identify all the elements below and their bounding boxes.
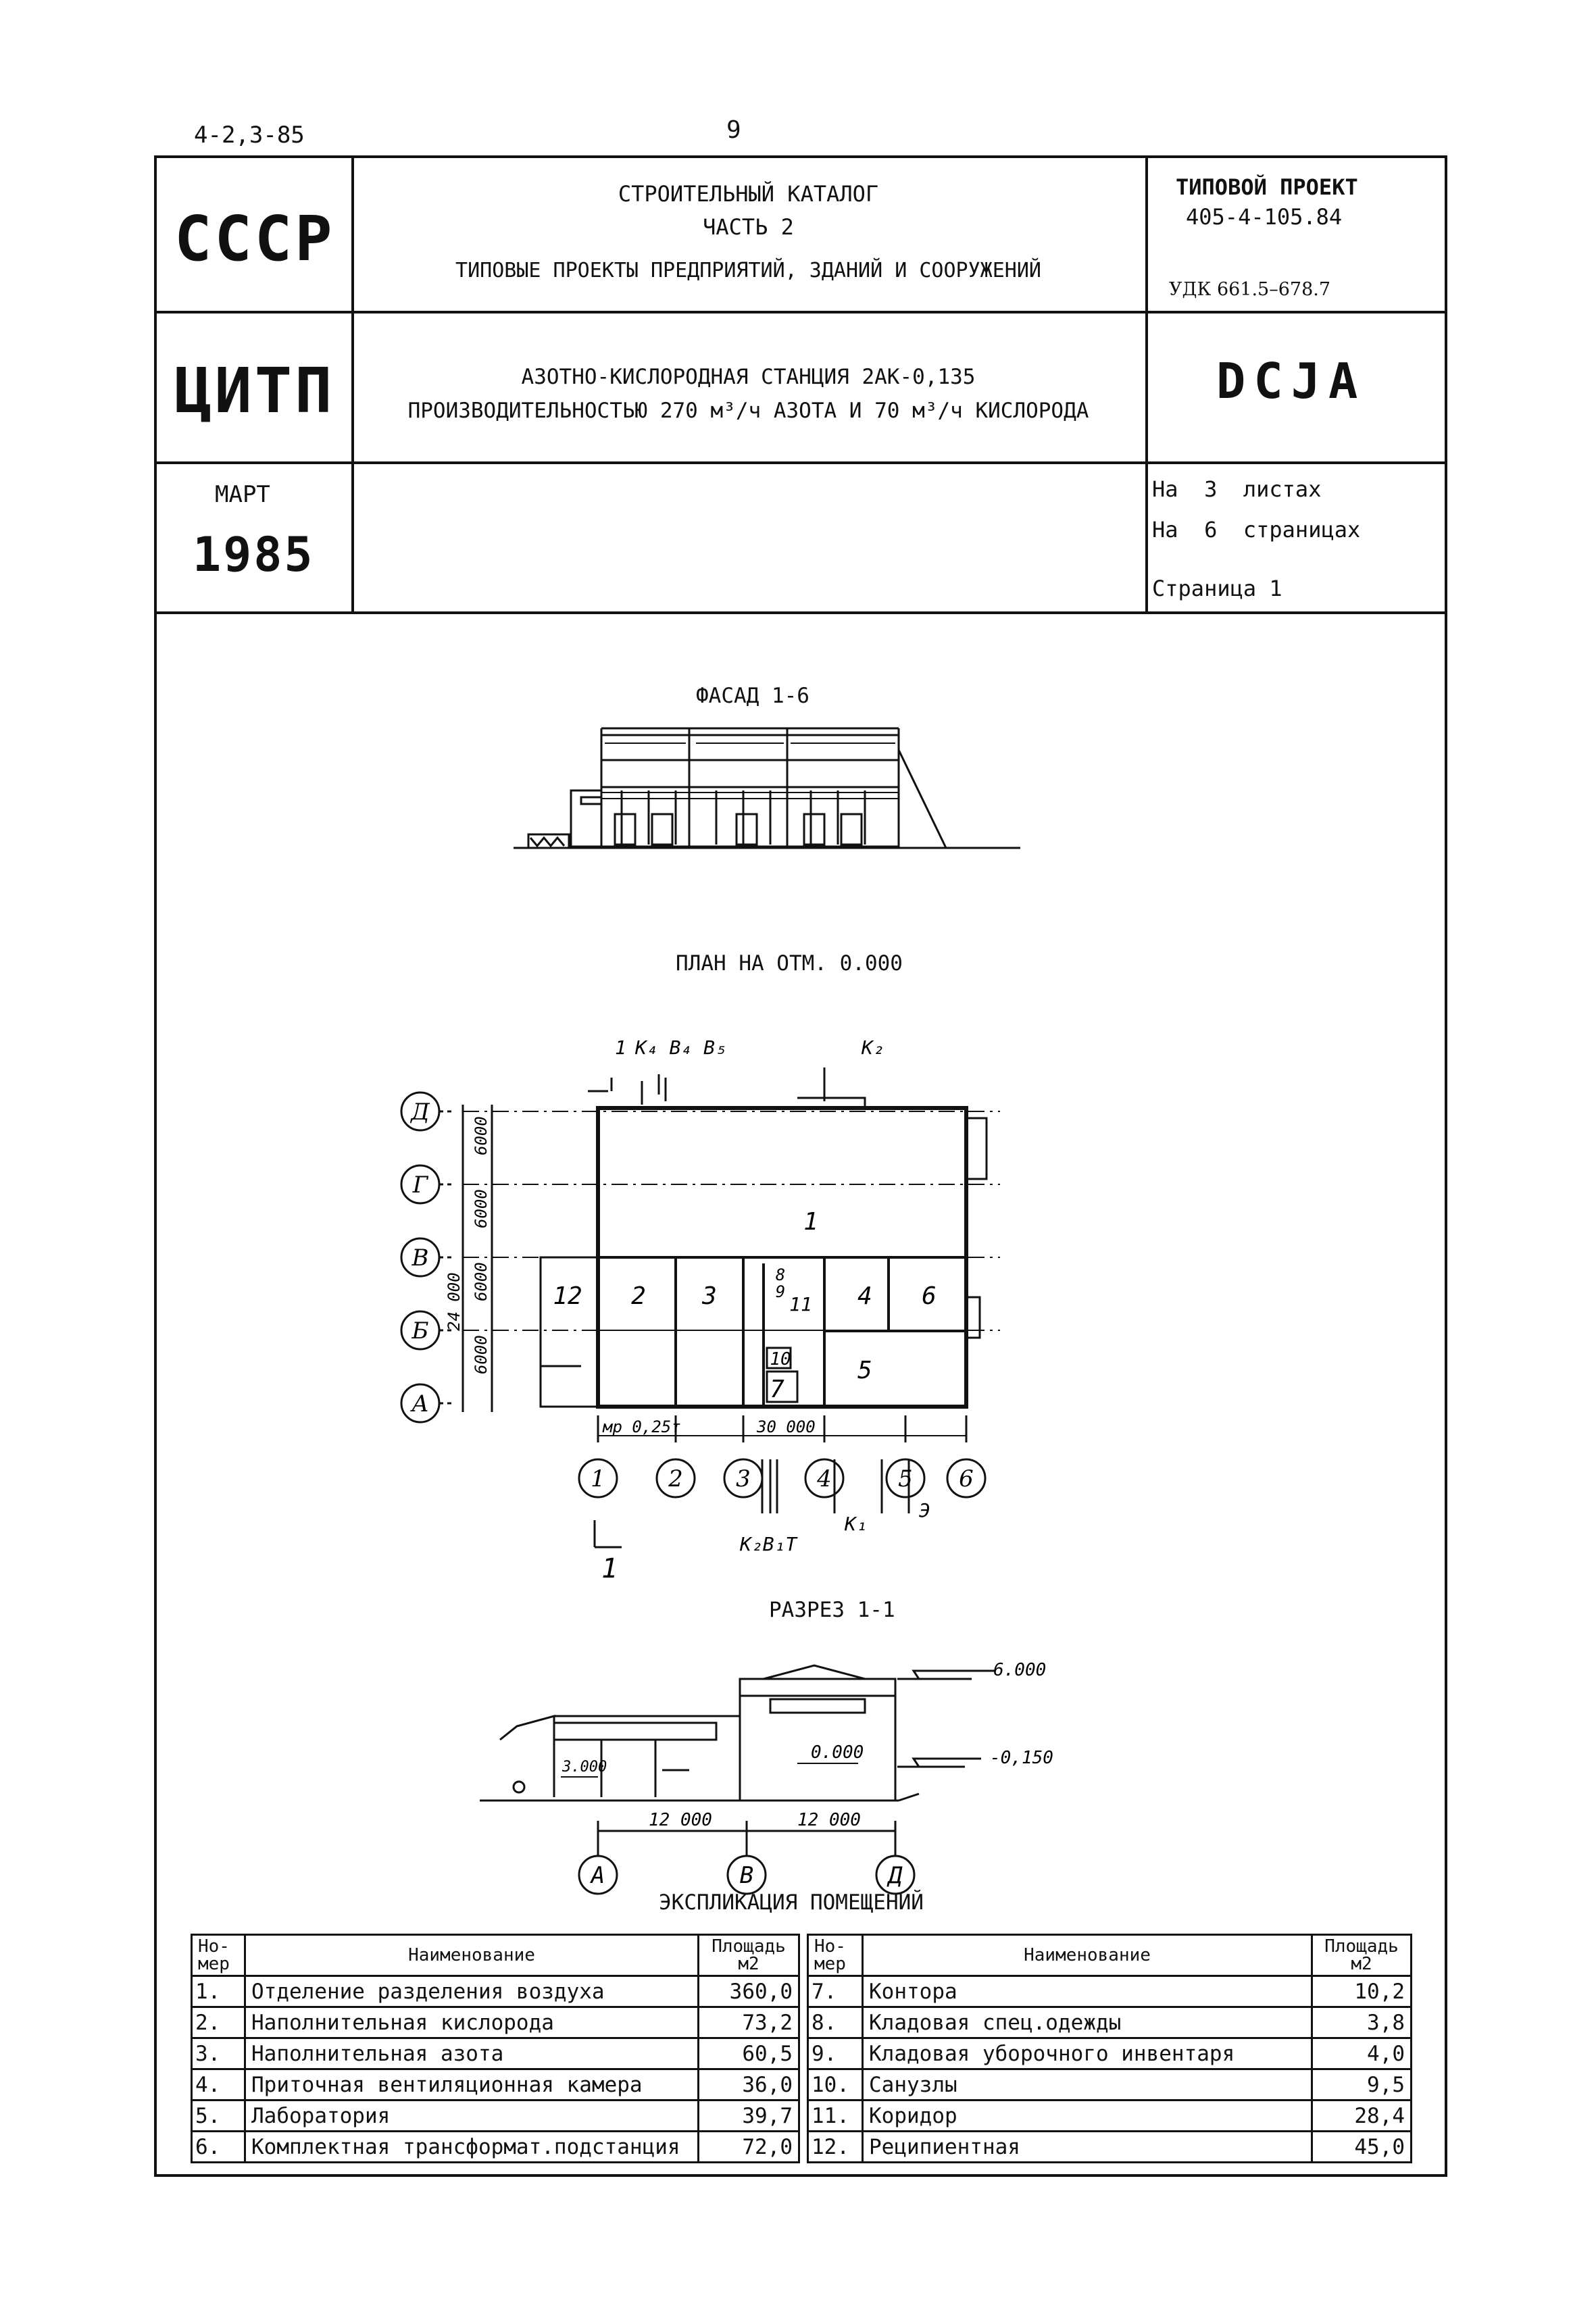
table-row — [192, 1976, 1412, 2007]
expl-num: 9. — [808, 2038, 863, 2069]
expl-name: Наполнительная кислорода — [245, 2007, 699, 2038]
expl-name: Приточная вентиляционная камера — [245, 2069, 699, 2101]
expl-name: Реципиентная — [863, 2132, 1312, 2163]
expl-header-area-left: Площадь м2 — [699, 1935, 799, 1976]
expl-name: Коридор — [863, 2101, 1312, 2132]
expl-area: 9,5 — [1312, 2069, 1412, 2101]
table-row — [192, 2007, 1412, 2038]
expl-area: 28,4 — [1312, 2101, 1412, 2132]
plan-dim-row-2: 6000 — [472, 1189, 491, 1228]
section-elev-floor: 0.000 — [811, 1742, 864, 1763]
plan-room-3: 3 — [702, 1282, 717, 1310]
plan-row-axis-b: Б — [412, 1317, 429, 1344]
section-axis-d: Д — [888, 1862, 903, 1889]
expl-area: 4,0 — [1312, 2038, 1412, 2069]
expl-area: 3,8 — [1312, 2007, 1412, 2038]
expl-name: Кладовая уборочного инвентаря — [863, 2038, 1312, 2069]
plan-utility-top-right: К₂ — [862, 1036, 884, 1059]
plan-col-axis-4: 4 — [817, 1465, 832, 1492]
doc-code: 4-2,3-85 — [194, 122, 305, 149]
expl-header-name-left: Наименование — [245, 1935, 699, 1976]
expl-num: 5. — [192, 2101, 245, 2132]
expl-num: 4. — [192, 2069, 245, 2101]
expl-area: 39,7 — [699, 2101, 799, 2132]
section-elev-top: 6.000 — [993, 1660, 1047, 1680]
expl-header-name-right: Наименование — [863, 1935, 1312, 1976]
header-col-divider-2 — [1145, 155, 1148, 613]
expl-num: 6. — [192, 2132, 245, 2163]
expl-header-area-right: Площадь м2 — [1312, 1935, 1412, 1976]
pages-count: На 6 страницах — [1152, 517, 1361, 543]
expl-area: 10,2 — [1312, 1976, 1412, 2007]
plan-utility-top-left: К₄ В₄ В₅ — [635, 1036, 726, 1059]
plan-title: ПЛАН НА ОТМ. 0.000 — [676, 951, 903, 976]
table-row — [192, 2038, 1412, 2069]
issue-year: 1985 — [193, 527, 315, 582]
plan-row-axis-g: Г — [412, 1172, 428, 1199]
expl-name: Наполнительная азота — [245, 2038, 699, 2069]
project-title-line-2: ПРОИЗВОДИТЕЛЬНОСТЬЮ 270 м³/ч АЗОТА И 70 м³/ч КИСЛОРОДА — [407, 399, 1089, 423]
expl-num: 11. — [808, 2101, 863, 2132]
plan-mr-note: мр 0,25т — [603, 1417, 681, 1436]
plan-room-4: 4 — [857, 1282, 872, 1310]
project-label: ТИПОВОЙ ПРОЕКТ — [1176, 174, 1358, 200]
plan-drawing — [392, 1013, 1068, 1601]
plan-row-axis-d: Д — [411, 1099, 430, 1126]
catalog-code: DCJA — [1216, 353, 1366, 409]
plan-room-7: 7 — [770, 1376, 784, 1403]
plan-room-6: 6 — [922, 1282, 937, 1310]
explication-table — [191, 1934, 1412, 2163]
plan-room-12: 12 — [553, 1282, 582, 1310]
expl-area: 72,0 — [699, 2132, 799, 2163]
udk-code: УДК 661.5–678.7 — [1169, 279, 1331, 300]
explication-title: ЭКСПЛИКАЦИЯ ПОМЕЩЕНИЙ — [659, 1890, 924, 1915]
header-divider-1 — [154, 311, 1447, 313]
expl-area: 60,5 — [699, 2038, 799, 2069]
expl-name: Санузлы — [863, 2069, 1312, 2101]
org-ussr: СССР — [174, 203, 335, 275]
expl-header-num-right: Но- мер — [808, 1935, 863, 1976]
plan-room-10: 10 — [770, 1349, 791, 1369]
table-row — [192, 2069, 1412, 2101]
plan-utility-bottom-k1: К₁ — [845, 1513, 868, 1535]
expl-num: 3. — [192, 2038, 245, 2069]
plan-dim-row-1: 6000 — [472, 1116, 491, 1155]
section-elev-canopy: 3.000 — [562, 1759, 607, 1776]
plan-section-mark-bottom: 1 — [601, 1553, 618, 1584]
facade-title: ФАСАД 1-6 — [696, 684, 809, 708]
plan-dim-total-vertical: 24 000 — [445, 1272, 464, 1331]
expl-name: Отделение разделения воздуха — [245, 1976, 699, 2007]
expl-num: 7. — [808, 1976, 863, 2007]
section-axis-a: А — [591, 1862, 605, 1889]
page-number: 9 — [726, 116, 741, 144]
table-row — [192, 2101, 1412, 2132]
plan-room-9: 9 — [775, 1282, 786, 1301]
section-axis-v: В — [739, 1862, 754, 1889]
plan-col-axis-3: 3 — [736, 1465, 751, 1492]
expl-area: 73,2 — [699, 2007, 799, 2038]
catalog-line-3: ТИПОВЫЕ ПРОЕКТЫ ПРЕДПРИЯТИЙ, ЗДАНИЙ И СООРУЖЕНИЙ — [455, 259, 1041, 282]
plan-room-1: 1 — [803, 1208, 818, 1236]
section-title: РАЗРЕЗ 1-1 — [769, 1598, 895, 1622]
expl-name: Контора — [863, 1976, 1312, 2007]
expl-name: Комплектная трансформат.подстанция — [245, 2132, 699, 2163]
plan-utility-bottom-e: Э — [919, 1499, 930, 1521]
plan-dim-row-4: 6000 — [472, 1335, 491, 1374]
expl-name: Кладовая спец.одежды — [863, 2007, 1312, 2038]
issue-month: МАРТ — [215, 481, 270, 508]
expl-num: 2. — [192, 2007, 245, 2038]
expl-area: 45,0 — [1312, 2132, 1412, 2163]
expl-num: 12. — [808, 2132, 863, 2163]
sheets-count: На 3 листах — [1152, 476, 1322, 502]
plan-row-axis-v: В — [412, 1244, 429, 1272]
expl-num: 10. — [808, 2069, 863, 2101]
table-row — [192, 2132, 1412, 2163]
expl-area: 360,0 — [699, 1976, 799, 2007]
plan-col-axis-1: 1 — [591, 1465, 605, 1492]
project-title-line-1: АЗОТНО-КИСЛОРОДНАЯ СТАНЦИЯ 2АК-0,135 — [521, 365, 976, 389]
expl-num: 1. — [192, 1976, 245, 2007]
expl-header-num-left: Но- мер — [192, 1935, 245, 1976]
section-dim-left: 12 000 — [649, 1810, 712, 1830]
section-elev-ground: -0,150 — [990, 1748, 1053, 1768]
plan-col-axis-5: 5 — [898, 1465, 913, 1492]
plan-dim-row-3: 6000 — [472, 1262, 491, 1301]
header-divider-2 — [154, 461, 1447, 464]
plan-utility-bottom: К₂В₁Т — [740, 1533, 797, 1555]
section-dim-right: 12 000 — [797, 1810, 861, 1830]
header-divider-3 — [154, 611, 1447, 614]
plan-col-axis-6: 6 — [959, 1465, 974, 1492]
expl-name: Лаборатория — [245, 2101, 699, 2132]
plan-room-8: 8 — [775, 1265, 786, 1284]
plan-col-axis-2: 2 — [668, 1465, 683, 1492]
org-citp: ЦИТП — [174, 355, 335, 427]
catalog-line-2: ЧАСТЬ 2 — [703, 214, 794, 240]
current-page: Страница 1 — [1152, 576, 1282, 601]
expl-area: 36,0 — [699, 2069, 799, 2101]
expl-num: 8. — [808, 2007, 863, 2038]
plan-section-mark-top: 1 — [615, 1036, 626, 1059]
project-number: 405-4-105.84 — [1186, 204, 1343, 230]
plan-room-11: 11 — [789, 1293, 812, 1315]
plan-room-2: 2 — [631, 1282, 646, 1310]
plan-room-5: 5 — [857, 1357, 872, 1384]
plan-row-axis-a: А — [412, 1390, 429, 1417]
catalog-line-1: СТРОИТЕЛЬНЫЙ КАТАЛОГ — [618, 181, 879, 207]
plan-dim-total-horizontal: 30 000 — [757, 1417, 816, 1436]
facade-drawing — [514, 723, 1027, 858]
